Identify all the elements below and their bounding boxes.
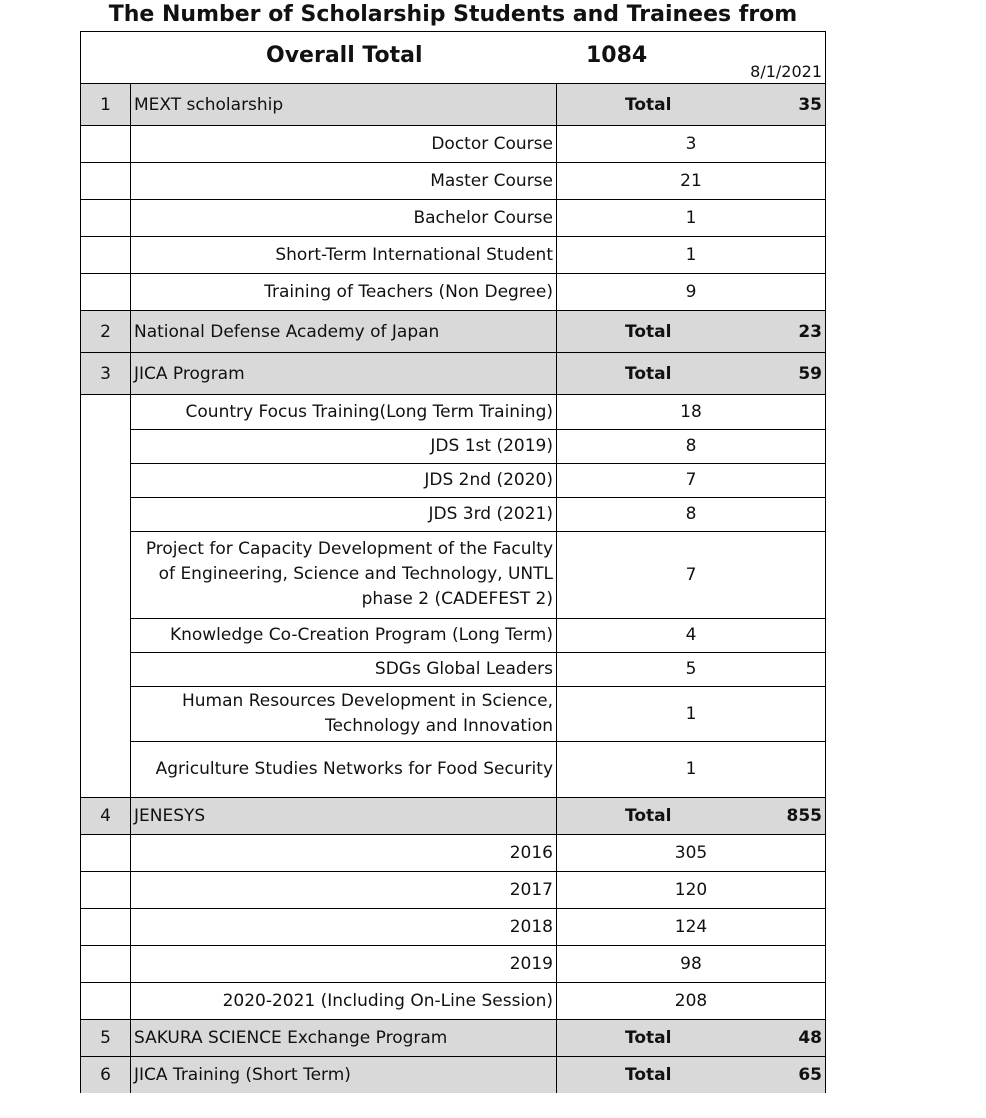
section-number: 2 [81,311,130,352]
table-row [81,199,825,236]
section-number: 4 [81,798,130,834]
total-label: Total [625,806,672,826]
section-number: 6 [81,1057,130,1093]
table-row [81,982,825,1019]
table-row [81,871,825,908]
table-row [81,236,825,273]
section-row-jica-training [81,1056,825,1093]
item-label: Bachelor Course [130,200,556,236]
item-value: 9 [685,282,697,302]
section-row-mext [81,83,825,125]
item-label: 2020-2021 (Including On-Line Session) [130,983,556,1019]
item-label: JDS 2nd (2020) [130,463,556,497]
table-row [81,162,825,199]
item-value: 305 [674,843,708,863]
section-total: 48 [798,1028,822,1048]
item-value: 3 [685,134,697,154]
item-label: 2017 [130,872,556,908]
section-name: National Defense Academy of Japan [134,321,440,342]
item-value: 1 [685,759,697,779]
item-label: 2018 [130,909,556,945]
section-name: JENESYS [134,806,206,826]
table-row [81,497,825,531]
item-label: SDGs Global Leaders [130,652,556,686]
page-title: The Number of Scholarship Students and Trainees from [108,2,798,27]
overall-total-label: Overall Total [266,43,423,68]
section-total: 23 [798,321,822,342]
item-label: Agriculture Studies Networks for Food Security [130,741,556,797]
table-row [81,273,825,310]
total-label: Total [625,94,672,115]
overall-row [81,32,825,83]
section-name: JICA Program [134,363,245,384]
item-value: 18 [680,402,702,422]
item-label: Short-Term International Student [130,237,556,273]
section-row-jenesys [81,797,825,834]
section-name: MEXT scholarship [134,94,284,115]
item-value: 208 [674,991,708,1011]
item-label: Master Course [130,163,556,199]
item-label: JDS 1st (2019) [130,429,556,463]
item-value: 8 [685,504,697,524]
item-value: 1 [685,703,697,724]
item-value: 1 [685,208,697,228]
item-label: 2019 [130,946,556,982]
section-number: 5 [81,1020,130,1056]
table-row [81,834,825,871]
table-row [81,531,825,618]
total-label: Total [625,1065,672,1085]
report-date: 8/1/2021 [750,62,822,81]
item-value: 98 [680,954,702,974]
table-row [81,652,825,686]
section-name: JICA Training (Short Term) [134,1065,351,1085]
item-label: Project for Capacity Development of the Faculty of Engineering, Science and Technology, UNTL phase 2 (CADEFEST 2) [130,531,556,618]
item-label: Human Resources Development in Science, Technology and Innovation [130,686,556,741]
table-row [81,908,825,945]
item-label: JDS 3rd (2021) [130,497,556,531]
section-number: 3 [81,353,130,394]
table-row [81,618,825,652]
item-value: 1 [685,245,697,265]
total-label: Total [625,363,672,384]
item-value: 124 [674,917,708,937]
item-label: Training of Teachers (Non Degree) [130,274,556,310]
section-total: 855 [786,806,822,826]
item-label: Country Focus Training(Long Term Training) [130,395,556,429]
overall-total-value: 1084 [586,43,648,68]
item-value: 7 [685,470,697,490]
section-row-jica [81,352,825,394]
item-value: 21 [680,171,702,191]
section-total: 65 [798,1065,822,1085]
total-label: Total [625,321,672,342]
total-label: Total [625,1028,672,1048]
item-value: 120 [674,880,708,900]
table-row [81,463,825,497]
section-row-nda [81,310,825,352]
table-row [81,125,825,162]
section-total: 59 [798,363,822,384]
item-label: Knowledge Co-Creation Program (Long Term) [130,618,556,652]
section-name: SAKURA SCIENCE Exchange Program [134,1028,448,1048]
item-value: 8 [685,436,697,456]
section-row-sakura [81,1019,825,1056]
table-row [81,686,825,741]
table-row [81,741,825,797]
table-row [81,945,825,982]
item-label: Doctor Course [130,126,556,162]
item-label: 2016 [130,835,556,871]
item-value: 5 [685,659,697,679]
section-total: 35 [798,94,822,115]
item-value: 4 [685,625,697,645]
item-value: 7 [685,564,697,585]
section-number: 1 [81,84,130,125]
scholarship-table [80,31,826,1093]
table-row [81,394,825,429]
table-row [81,429,825,463]
